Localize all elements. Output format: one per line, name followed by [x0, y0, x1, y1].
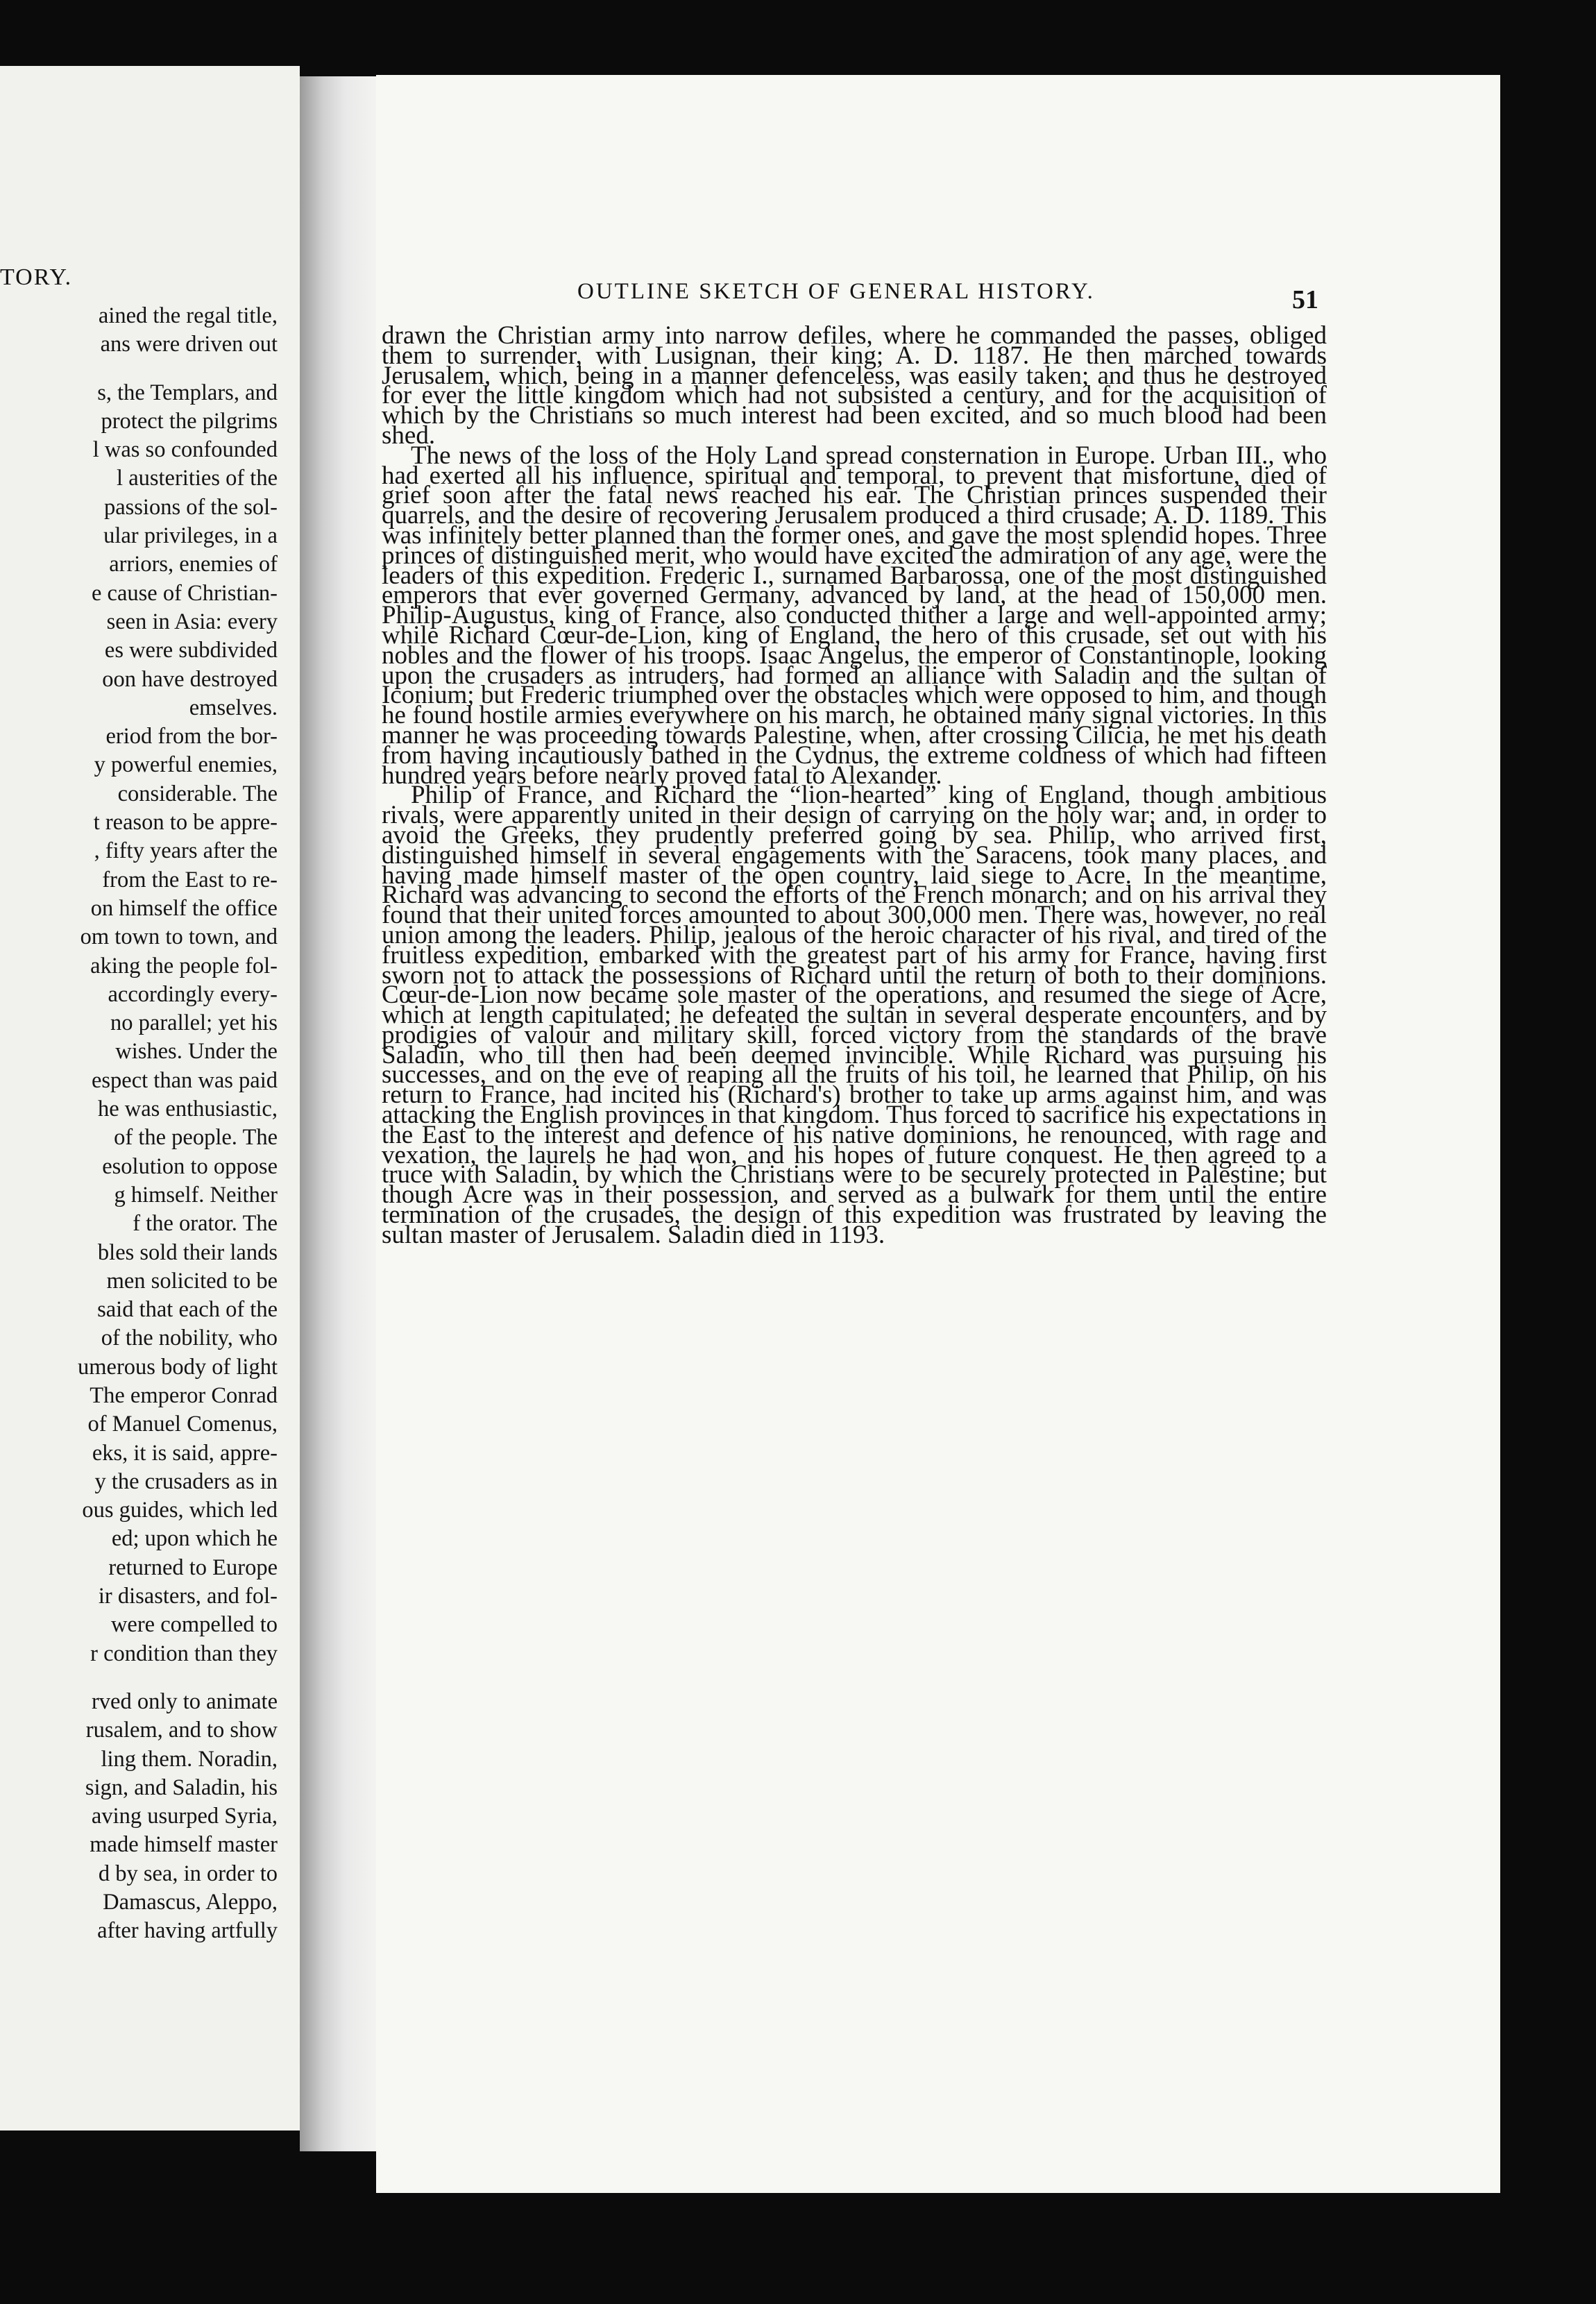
right-page [376, 75, 1500, 2193]
left-text-line: accordingly every- [108, 981, 278, 1007]
left-text-line: from the East to re- [102, 867, 278, 892]
left-text-line: es were subdivided [104, 638, 278, 663]
left-running-head: TORY. [0, 264, 73, 290]
left-text-line: wishes. Under the [115, 1039, 278, 1065]
left-page [0, 66, 300, 2131]
left-text-line: ans were driven out [100, 332, 278, 357]
left-text-line: s, the Templars, and [97, 380, 278, 405]
left-text-line: protect the pilgrims [101, 408, 278, 434]
left-text-line: oon have destroyed [102, 666, 278, 692]
paragraph: Philip of France, and Richard the “lion-hearted” king of England, though ambitious rivals, were apparently united in their design of carrying on the holy war; and, in order to avoid the Greeks, they prudently preferred going by sea. Philip, who arrived first, distinguished himself in several engagements with the Saracens, took many places, and having made himself master of the open country, laid siege to Acre. In the meantime, Richard was advancing to second the efforts of the French monarch; and on his arrival they found that their united forces amounted to about 300,000 men. There was, however, no real union among the leaders. Philip, jealous of the heroic character of his rival, and tired of the fruitless expedition, embarked with the greatest part of his army for France, having first sworn not to attack the possessions of Richard until the return of both to their dominions. Cœur-de-Lion now became sole master of the operations, and resumed the siege of Acre, which at length capitulated; he defeated the sultan in several desperate encounters, and by prodigies of valour and military skill, forced victory from the standards of the brave Saladin, who till then had been deemed invincible. While Richard was pursuing his successes, and on the eve of reaping all the fruits of his toil, he learned that Philip, on his return to France, had incited his (Richard's) brother to take up arms against him, and was attacking the English provinces in that kingdom. Thus forced to sacrifice his expectations in the East to the interest and defence of his native dominions, he renounced, with rage and vexation, the laurels he had won, and his hopes of future conquest. He then agreed to a truce with Saladin, by which the Christians were to be securely protected in Palestine; but though Acre was in their possession, and served as a bulwark for them until the entire termination of the crusades, the design of this expedition was frustrated by leaving the sultan master of Jerusalem. Saladin died in 1193. [382, 781, 1327, 1249]
left-text-line: considerable. The [117, 781, 278, 806]
left-text-line: r condition than they [90, 1641, 278, 1666]
left-text-line: t reason to be appre- [93, 810, 278, 836]
left-text-line: passions of the sol- [103, 494, 278, 520]
left-text-line: esolution to oppose [102, 1153, 278, 1179]
left-text-line: ained the regal title, [98, 303, 278, 328]
left-text-line: emselves. [189, 695, 278, 720]
left-text-line: of Manuel Comenus, [87, 1412, 278, 1437]
left-text-line: of the nobility, who [101, 1325, 278, 1351]
page-number: 51 [1292, 285, 1318, 314]
paragraph: The news of the loss of the Holy Land spread consternation in Europe. Urban III., who had exerted all his influence, spiritual and temporal, to prevent that misfortune, died of grief soon after the fatal news reached his ear. The Christian princes suspended their quarrels, and the desire of recovering Jerusalem produced a third crusade; A. D. 1189. This was infinitely better planned than the former ones, and gave the most splendid hopes. Three princes of distinguished merit, who would have excited the admiration of any age, were the leaders of this expedition. Frederic I., surnamed Barbarossa, one of the most distinguished emperors that ever governed Germany, advanced by land, at the head of 150,000 men. Philip-Augustus, king of France, also conducted thither a large and well-appointed army; while Richard Cœur-de-Lion, king of England, the hero of this crusade, set out with his nobles and the flower of his troops. Isaac Angelus, the emperor of Constantinople, looking upon the crusaders as intruders, had formed an alliance with Saladin and the sultan of Iconium; but Frederic triumphed over the obstacles which were opposed to him, and though he found hostile armies everywhere on his march, he obtained many signal victories. In this manner he was proceeding towards Palestine, when, after crossing Cilicia, he met his death from having incautiously bathed in the Cydnus, the extreme coldness of which had fifteen hundred years before nearly proved fatal to Alexander. [382, 441, 1327, 790]
left-text-line: g himself. Neither [114, 1182, 278, 1208]
left-text-line: umerous body of light [78, 1354, 278, 1380]
paragraph-gap [0, 1668, 278, 1688]
paragraph: drawn the Christian army into narrow defiles, where he commanded the passes, obliged them to surrender, with Lusignan, their king; A. D. 1187. He then marched towards Jerusalem, which, being in a manner defenceless, was easily taken; and thus he destroyed for ever the little kingdom which had not subsisted a century, and for the acquisition of which by the Christians so much interest had been excited, and so much blood had been shed. [382, 321, 1327, 450]
left-text-line: ular privileges, in a [103, 523, 278, 549]
left-text-line: e cause of Christian- [91, 580, 278, 606]
left-text-line: aving usurped Syria, [91, 1804, 278, 1829]
left-text-line: made himself master [90, 1832, 278, 1858]
left-text-line: f the orator. The [133, 1211, 278, 1237]
left-text-line: aking the people fol- [90, 953, 278, 979]
left-text-line: ir disasters, and fol- [98, 1584, 278, 1609]
left-text-line: returned to Europe [108, 1555, 278, 1580]
left-text-line: eriod from the bor- [105, 724, 278, 749]
left-text-line: of the people. The [114, 1125, 278, 1151]
left-text-line: y the crusaders as in [94, 1468, 278, 1494]
left-text-line: Damascus, Aleppo, [103, 1890, 278, 1915]
left-text-line: bles sold their lands [97, 1239, 278, 1265]
left-text-line: l was so confounded [92, 437, 278, 463]
left-text-line: men solicited to be [106, 1268, 278, 1294]
left-text-line: arriors, enemies of [109, 552, 278, 577]
left-text-line: y powerful enemies, [94, 752, 278, 778]
left-text-line: , fifty years after the [94, 838, 278, 864]
left-text-line: no parallel; yet his [110, 1010, 278, 1036]
left-text-line: d by sea, in order to [98, 1861, 278, 1886]
body-text [382, 321, 1327, 1249]
left-text-line: om town to town, and [80, 924, 278, 950]
running-head: OUTLINE SKETCH OF GENERAL HISTORY. [577, 279, 1095, 304]
left-text-line: The emperor Conrad [90, 1382, 278, 1408]
left-text-line: eks, it is said, appre- [92, 1440, 278, 1466]
left-text-line: ous guides, which led [82, 1498, 278, 1523]
left-text-line: after having artfully [97, 1918, 278, 1944]
left-text-line: rved only to animate [91, 1688, 278, 1714]
left-text-line: on himself the office [90, 895, 278, 921]
left-text-line: l austerities of the [117, 466, 278, 491]
left-text-line: ed; upon which he [111, 1526, 278, 1552]
left-text-line: sign, and Saladin, his [85, 1774, 278, 1800]
left-text-line: espect than was paid [91, 1067, 278, 1093]
book-gutter-shadow [300, 76, 376, 2151]
left-text-line: he was enthusiastic, [97, 1096, 278, 1122]
left-text-line: seen in Asia: every [106, 609, 278, 634]
left-text-line: ling them. Noradin, [101, 1746, 278, 1772]
left-text-line: said that each of the [97, 1297, 278, 1323]
left-text-line: were compelled to [110, 1612, 278, 1638]
paragraph-gap [0, 359, 278, 379]
left-page-text [0, 302, 278, 1946]
left-text-line: rusalem, and to show [85, 1718, 278, 1743]
